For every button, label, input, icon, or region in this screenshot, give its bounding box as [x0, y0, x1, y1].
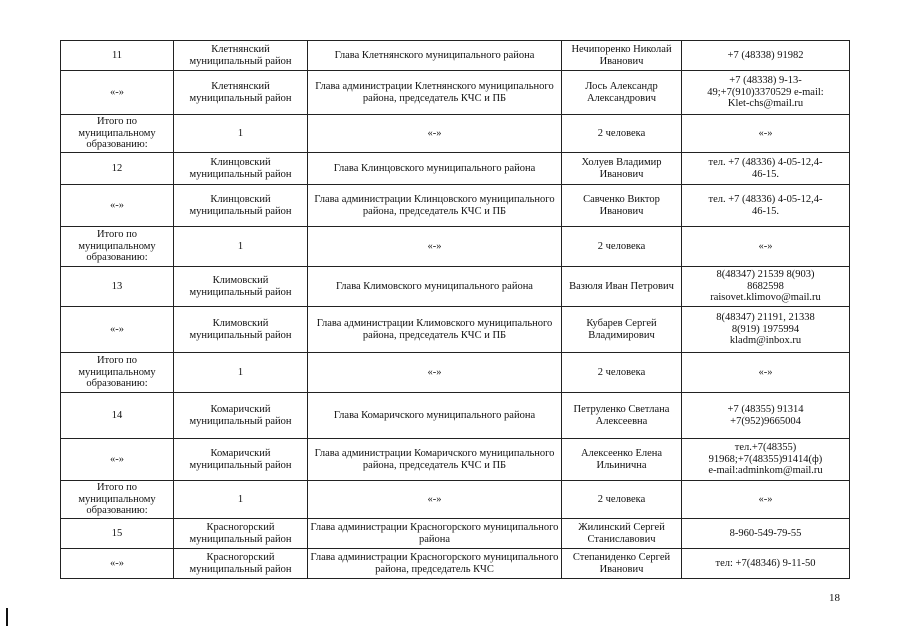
person-name-cell: Петруленко Светлана Алексеевна — [562, 393, 682, 439]
row-number-cell: 15 — [61, 519, 174, 549]
table-row — [61, 153, 850, 185]
row-number-cell: Итого по муниципальному образованию: — [61, 353, 174, 393]
person-name-cell: Кубарев Сергей Владимирович — [562, 307, 682, 353]
person-name-cell: 2 человека — [562, 227, 682, 267]
district-cell: Комаричский муниципальный район — [174, 393, 308, 439]
row-number-cell: Итого по муниципальному образованию: — [61, 115, 174, 153]
district-cell: Клинцовский муниципальный район — [174, 153, 308, 185]
margin-mark — [6, 608, 8, 626]
position-cell: Глава администрации Комаричского муниципального района, председатель КЧС и ПБ — [308, 439, 562, 481]
district-cell: Клетнянский муниципальный район — [174, 71, 308, 115]
position-cell: Глава администрации Климовского муниципального района, председатель КЧС и ПБ — [308, 307, 562, 353]
table-row — [61, 267, 850, 307]
person-name-cell: 2 человека — [562, 115, 682, 153]
position-cell: Глава администрации Красногорского муниципального района, председатель КЧС — [308, 549, 562, 579]
row-number-cell: «-» — [61, 185, 174, 227]
position-cell: Глава администрации Клетнянского муниципального района, председатель КЧС и ПБ — [308, 71, 562, 115]
row-number-cell: «-» — [61, 439, 174, 481]
person-name-cell: Степаниденко Сергей Иванович — [562, 549, 682, 579]
person-name-cell: Вазюля Иван Петрович — [562, 267, 682, 307]
position-cell: «-» — [308, 227, 562, 267]
contact-cell: «-» — [682, 481, 850, 519]
table-row — [61, 439, 850, 481]
position-cell: Глава Комаричского муниципального района — [308, 393, 562, 439]
district-cell: Климовский муниципальный район — [174, 307, 308, 353]
row-number-cell: 13 — [61, 267, 174, 307]
contact-cell: 8(48347) 21539 8(903) 8682598 raisovet.klimovo@mail.ru — [682, 267, 850, 307]
contact-cell: «-» — [682, 115, 850, 153]
row-number-cell: Итого по муниципальному образованию: — [61, 227, 174, 267]
position-cell: Глава Клетнянского муниципального района — [308, 41, 562, 71]
table-row — [61, 549, 850, 579]
person-name-cell: Холуев Владимир Иванович — [562, 153, 682, 185]
contact-cell: тел. +7 (48336) 4-05-12,4- 46-15. — [682, 185, 850, 227]
position-cell: «-» — [308, 115, 562, 153]
district-cell: Комаричский муниципальный район — [174, 439, 308, 481]
contact-cell: 8(48347) 21191, 21338 8(919) 1975994 kladm@inbox.ru — [682, 307, 850, 353]
district-cell: 1 — [174, 115, 308, 153]
person-name-cell: Алексеенко Елена Ильинична — [562, 439, 682, 481]
position-cell: «-» — [308, 353, 562, 393]
person-name-cell: 2 человека — [562, 353, 682, 393]
row-number-cell: Итого по муниципальному образованию: — [61, 481, 174, 519]
person-name-cell: Жилинский Сергей Станиславович — [562, 519, 682, 549]
row-number-cell: «-» — [61, 307, 174, 353]
district-cell: Клинцовский муниципальный район — [174, 185, 308, 227]
table-row — [61, 227, 850, 267]
position-cell: «-» — [308, 481, 562, 519]
person-name-cell: Савченко Виктор Иванович — [562, 185, 682, 227]
district-cell: 1 — [174, 481, 308, 519]
district-cell: 1 — [174, 227, 308, 267]
table-row — [61, 71, 850, 115]
table-row — [61, 41, 850, 71]
contact-cell: +7 (48355) 91314 +7(952)9665004 — [682, 393, 850, 439]
contact-cell: 8-960-549-79-55 — [682, 519, 850, 549]
position-cell: Глава администрации Красногорского муниципального района — [308, 519, 562, 549]
row-number-cell: 12 — [61, 153, 174, 185]
row-number-cell: «-» — [61, 549, 174, 579]
table-row — [61, 185, 850, 227]
row-number-cell: 14 — [61, 393, 174, 439]
page-number: 18 — [829, 592, 840, 604]
person-name-cell: Нечипоренко Николай Иванович — [562, 41, 682, 71]
person-name-cell: 2 человека — [562, 481, 682, 519]
table-row — [61, 307, 850, 353]
contact-cell: тел: +7(48346) 9-11-50 — [682, 549, 850, 579]
contact-cell: тел. +7 (48336) 4-05-12,4- 46-15. — [682, 153, 850, 185]
contact-cell: тел.+7(48355) 91968;+7(48355)91414(ф) e-mail:adminkom@mail.ru — [682, 439, 850, 481]
contact-cell: «-» — [682, 353, 850, 393]
district-cell: Клетнянский муниципальный район — [174, 41, 308, 71]
table-row — [61, 393, 850, 439]
row-number-cell: «-» — [61, 71, 174, 115]
table-row — [61, 353, 850, 393]
position-cell: Глава администрации Клинцовского муниципального района, председатель КЧС и ПБ — [308, 185, 562, 227]
position-cell: Глава Климовского муниципального района — [308, 267, 562, 307]
contacts-table — [60, 40, 850, 579]
contact-cell: +7 (48338) 91982 — [682, 41, 850, 71]
district-cell: Красногорский муниципальный район — [174, 519, 308, 549]
table-row — [61, 519, 850, 549]
row-number-cell: 11 — [61, 41, 174, 71]
table-row — [61, 481, 850, 519]
district-cell: Красногорский муниципальный район — [174, 549, 308, 579]
person-name-cell: Лось Александр Александрович — [562, 71, 682, 115]
district-cell: 1 — [174, 353, 308, 393]
contact-cell: +7 (48338) 9-13- 49;+7(910)3370529 e-mail: Klet-chs@mail.ru — [682, 71, 850, 115]
contact-cell: «-» — [682, 227, 850, 267]
district-cell: Климовский муниципальный район — [174, 267, 308, 307]
table-row — [61, 115, 850, 153]
position-cell: Глава Клинцовского муниципального района — [308, 153, 562, 185]
